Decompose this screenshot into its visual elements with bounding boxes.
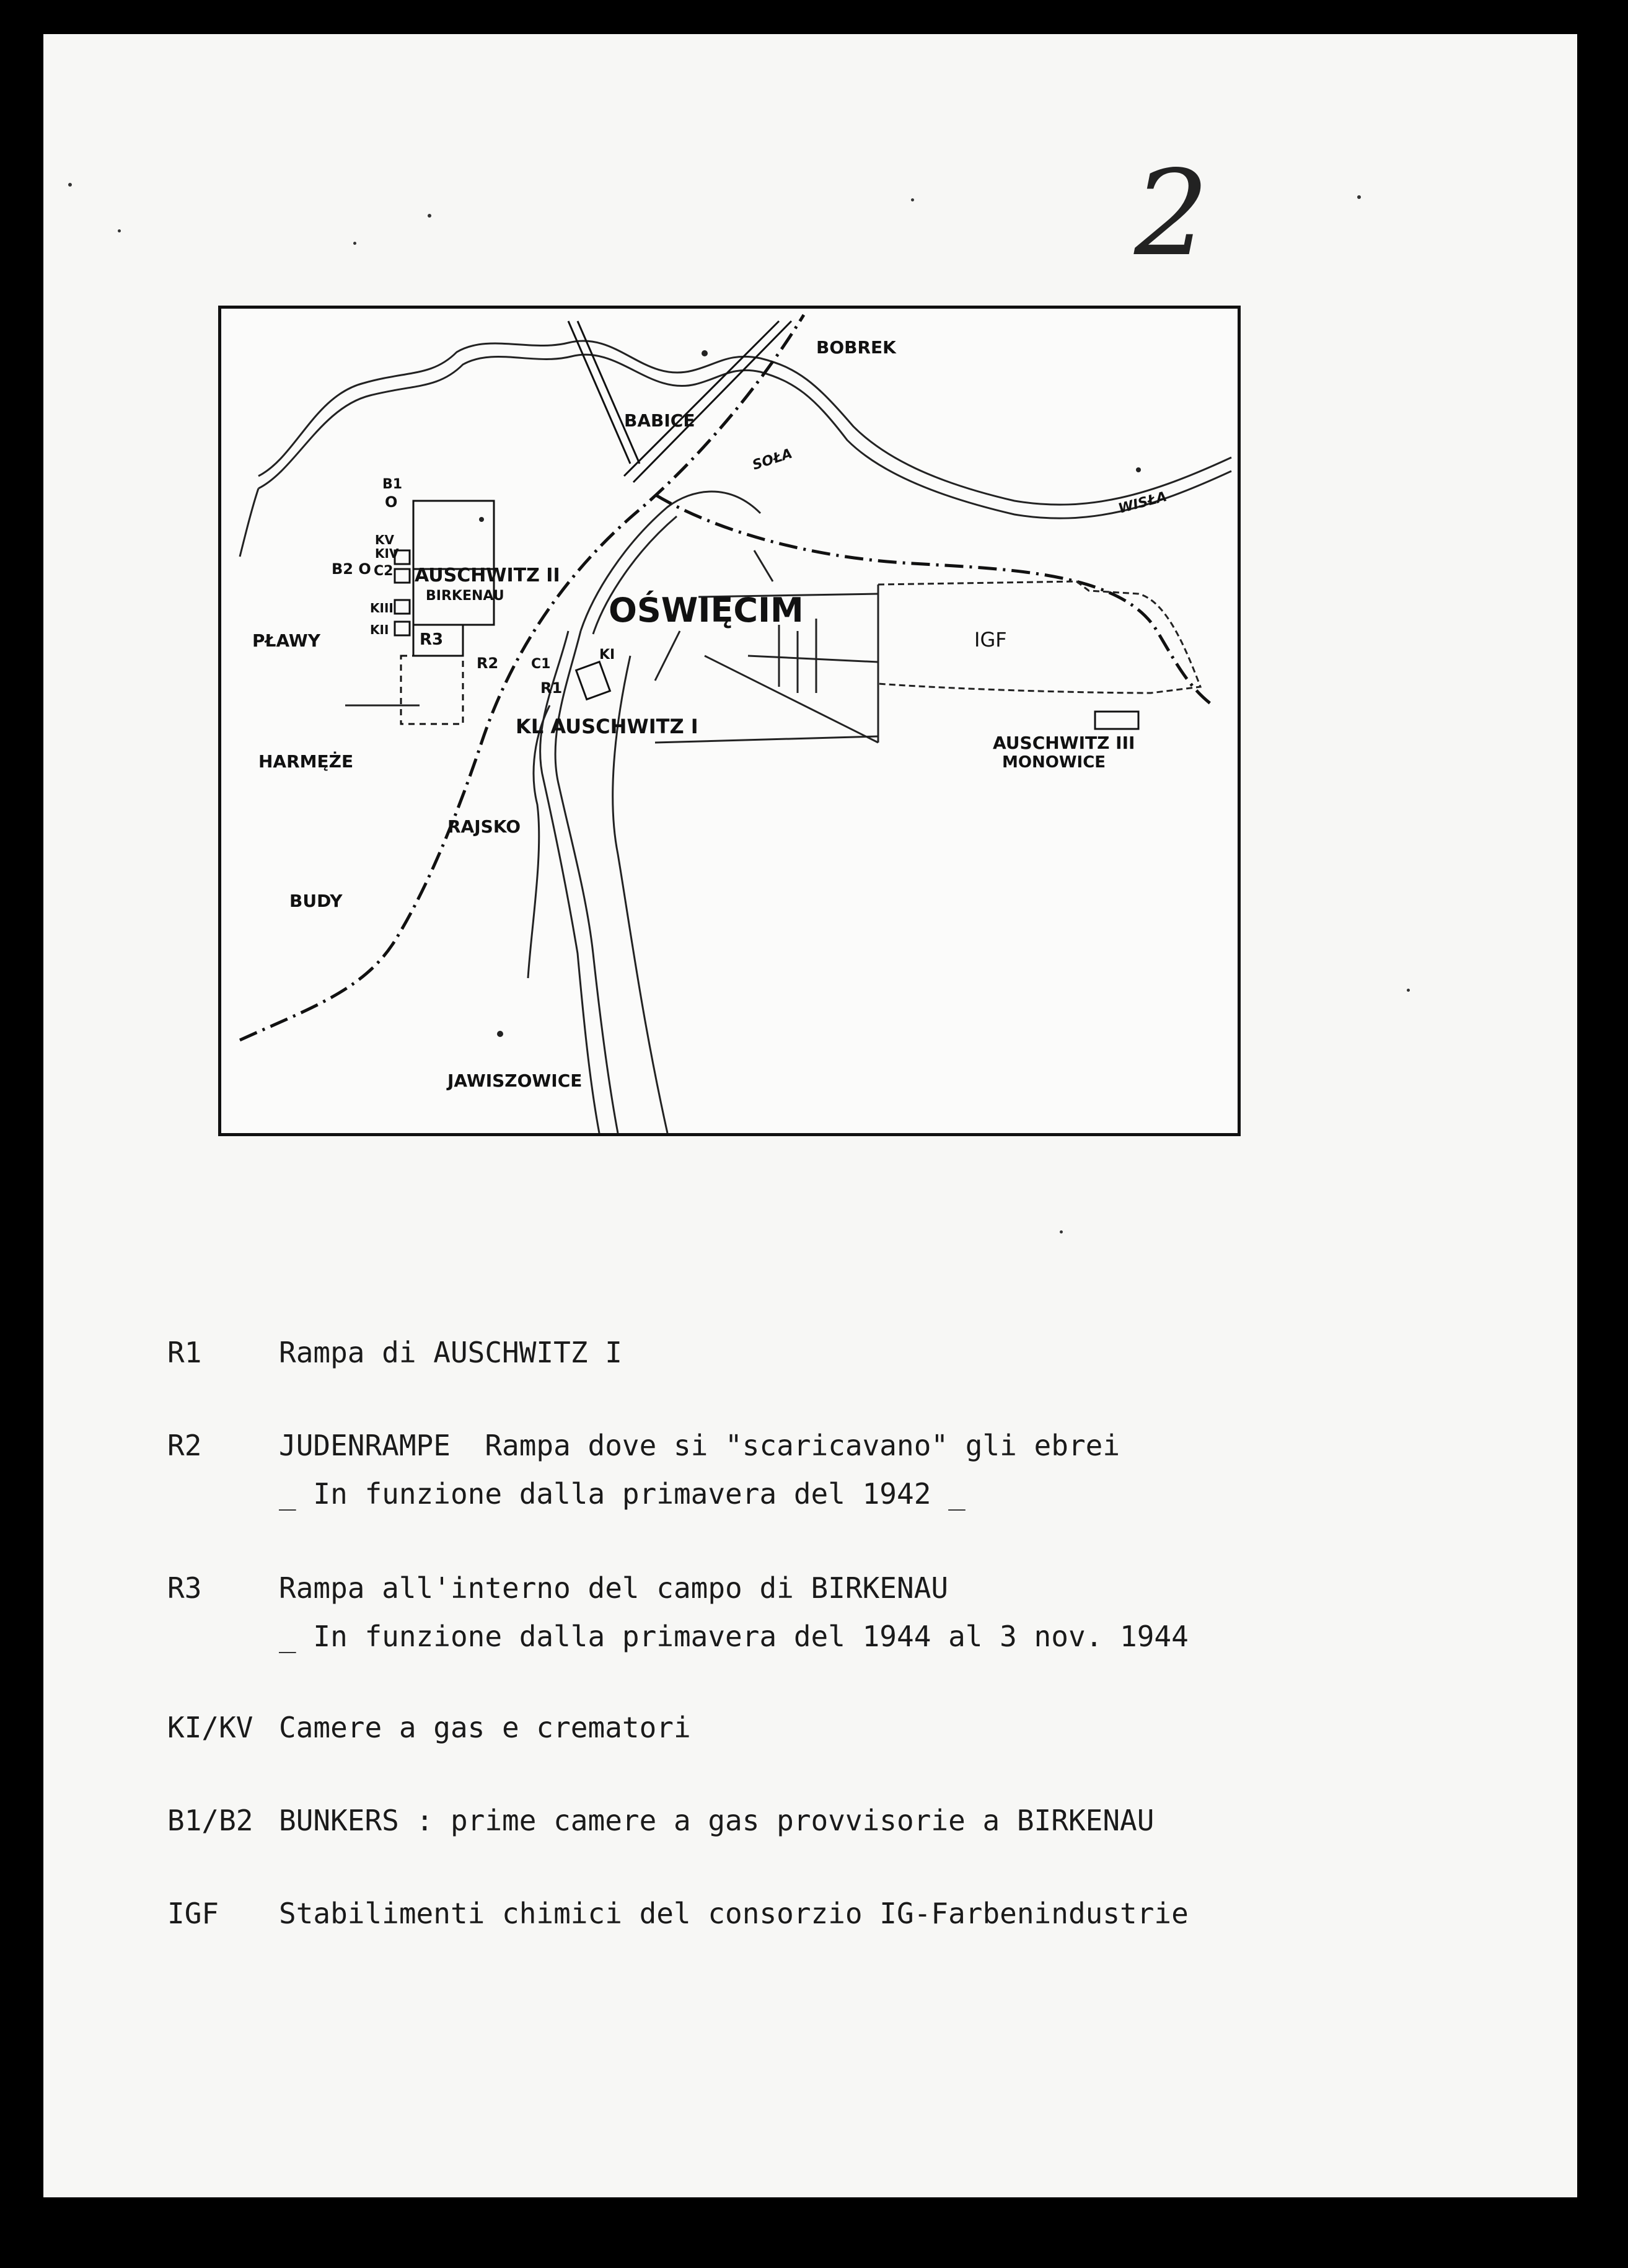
map-drawing [221,309,1238,1133]
label-plawy: PŁAWY [252,630,321,651]
scan-speck [118,229,121,232]
label-wisla: WISŁA [1117,488,1169,517]
map-dot [702,350,708,356]
legend-description: BUNKERS : prime camere a gas provvisorie a BIRKENAU [279,1804,1155,1837]
scan-speck [68,183,72,187]
label-harmeze: HARMĘŻE [258,751,354,772]
legend-description: JUDENRAMPE Rampa dove si "scaricavano" gli ebrei [279,1429,1120,1462]
legend-key: R2 [167,1429,202,1462]
river-west [240,488,258,557]
legend-description: Stabilimenti chimici del consorzio IG-Farbenindustrie [279,1897,1189,1930]
railway-rails-2 [578,321,640,464]
crematorium-kiii [395,600,410,614]
label-kiv: KIV [375,546,399,561]
map [218,306,1241,1136]
igf-boundary [878,581,1200,693]
label-b1-marker: O [385,493,398,511]
camp-section-north [413,501,494,569]
label-r2: R2 [477,655,499,672]
legend-description-note: _ In funzione dalla primavera del 1942 _ [279,1477,966,1511]
label-jawiszowice: JAWISZOWICE [447,1070,583,1091]
label-b2: B2 O [332,560,371,578]
label-kv: KV [375,532,394,547]
label-kii: KII [370,622,389,637]
scan-speck [353,242,356,245]
handwritten-page-number: 2 [1134,145,1209,282]
river-bank-south [258,355,1231,518]
street [655,631,680,681]
legend-key: KI/KV [167,1711,253,1744]
label-r1: R1 [540,679,563,697]
street [748,656,878,662]
road-south [528,705,550,978]
scan-speck [428,214,431,218]
scan-speck [1060,1230,1063,1233]
label-birkenau: BIRKENAU [426,588,504,604]
map-dot [1136,467,1141,472]
label-b1: B1 [382,477,403,492]
street [754,550,773,581]
map-dot [479,517,484,522]
label-c2: C2 [374,563,394,579]
scan-speck [911,198,914,201]
label-rajsko: RAJSKO [447,816,521,837]
label-budy: BUDY [289,891,343,911]
label-kl-auschwitz1: KL AUSCHWITZ I [516,715,698,738]
camp-section-planned [401,656,463,724]
legend-key: B1/B2 [167,1804,253,1837]
label-auschwitz2: AUSCHWITZ II [415,565,560,586]
label-oswiecim: OŚWIĘCIM [609,591,804,630]
label-igf: IGF [974,628,1007,651]
label-sola: SOŁA [750,446,794,474]
label-kiii: KIII [370,601,394,616]
street [705,656,878,743]
legend-description: Camere a gas e crematori [279,1711,691,1744]
label-babice: BABICE [624,410,695,431]
label-auschwitz3: AUSCHWITZ III [993,733,1135,753]
crematorium-kii [395,622,410,635]
crematorium-kiv [395,569,410,583]
legend-description: Rampa all'interno del campo di BIRKENAU [279,1571,949,1605]
legend-key: R1 [167,1336,202,1369]
document-page [43,34,1577,2197]
legend-key: R3 [167,1571,202,1605]
scan-speck [1407,989,1410,992]
label-monowice: MONOWICE [1002,753,1106,772]
legend-description: Rampa di AUSCHWITZ I [279,1336,622,1369]
scan-speck [1357,195,1361,199]
monowice-block [1095,712,1138,729]
label-c1: C1 [531,656,551,672]
legend-description-note: _ In funzione dalla primavera del 1944 al 3 nov. 1944 [279,1620,1189,1653]
legend-key: IGF [167,1897,219,1930]
label-r3: R3 [420,630,444,649]
river-bank-north [258,341,1231,505]
label-bobrek: BOBREK [816,337,896,358]
railway-double [624,321,779,476]
camp-ki-block [576,662,610,700]
label-ki: KI [599,647,615,663]
map-dot [497,1031,503,1037]
